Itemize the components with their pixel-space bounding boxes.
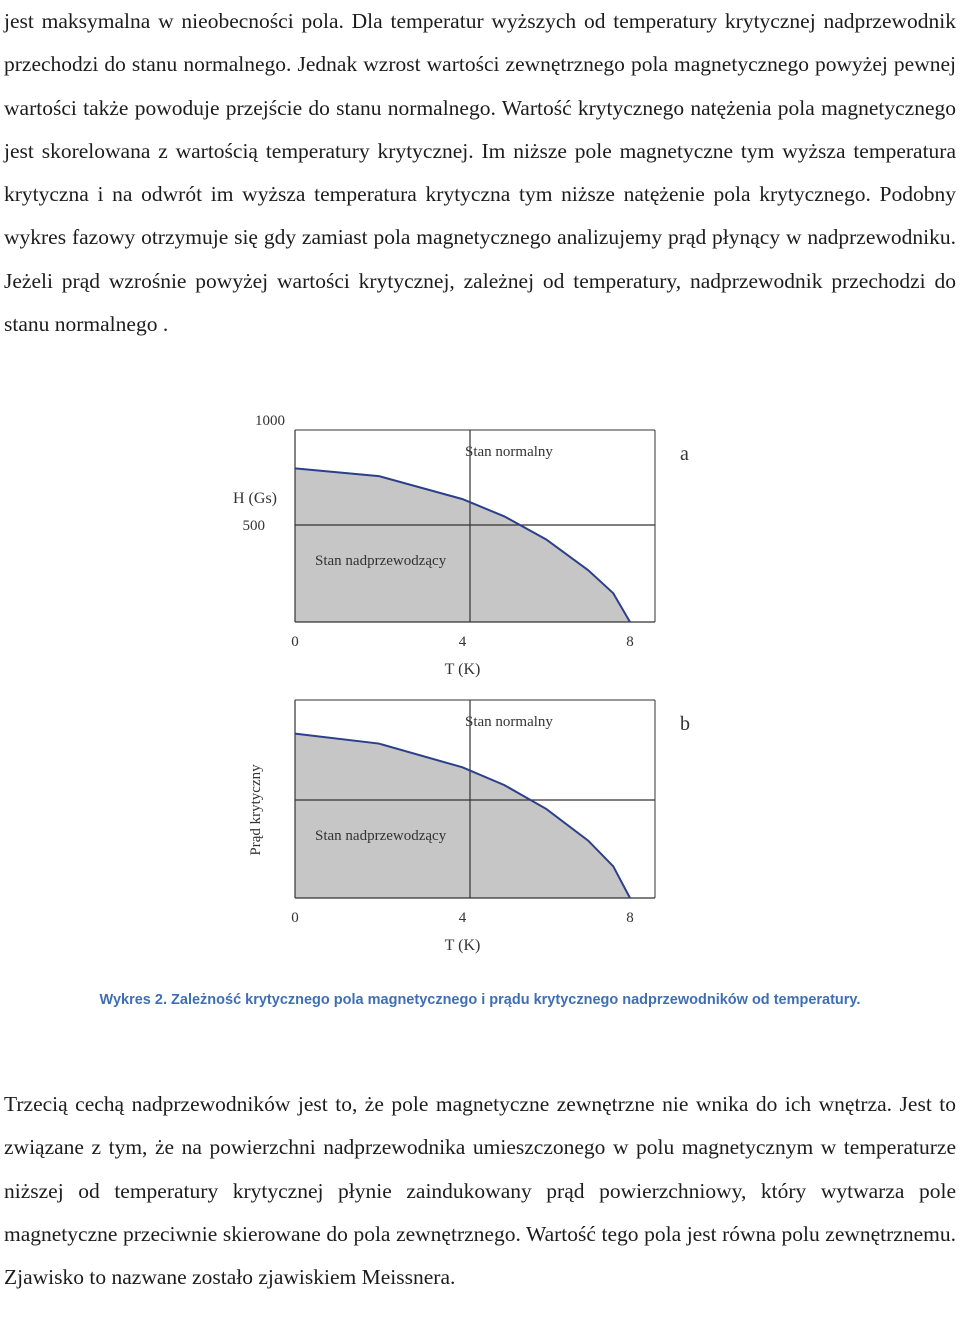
phase-diagram-svg — [205, 400, 725, 960]
x-tick-label: 0 — [291, 910, 299, 926]
y-axis-label: H (Gs) — [233, 490, 277, 507]
body-paragraph-bottom: Trzecią cechą nadprzewodników jest to, że pole magnetyczne zewnętrzne nie wnika do ich wnętrza. Jest to związane z tym, że na powierzchni nadprzewodnika umieszczonego w polu magnetycznym w temperaturze niższej od temperatury krytycznej płynie zaindukowany prąd powierzchniowy, który wytwarza pole magnetyczne przeciwnie skierowane do pola zewnętrznego. Wartość tego pola jest równa polu zewnętrznemu. Zjawisko to nazwane zostało zjawiskiem Meissnera. — [4, 1092, 956, 1290]
x-tick-label: 4 — [458, 634, 467, 650]
body-paragraph-top: jest maksymalna w nieobecności pola. Dla temperatur wyższych od temperatury krytycznej nadprzewodnik przechodzi do stanu normalnego. Jednak wzrost wartości zewnętrznego pola magnetycznego powyżej pewnej wartości także powoduje przejście do stanu normalnego. Wartość krytycznego natężenia pola magnetycznego jest skorelowana z wartością temperatury krytycznej. Im niższe pole magnetyczne tym wyższa temperatura krytyczna i na odwrót im wyższa temperatura krytyczna tym niższe natężenie pola krytycznego. Podobny wykres fazowy otrzymuje się gdy zamiast pola magnetycznego analizujemy prąd płynący w nadprzewodniku. Jeżeli prąd wzrośnie powyżej wartości krytycznej, zależnej od temperatury, nadprzewodnik przechodzi do stanu normalnego . — [4, 9, 956, 337]
chart-panel-b — [248, 700, 690, 954]
region-label-normal: Stan normalny — [465, 444, 553, 460]
superconducting-region — [295, 468, 630, 622]
x-axis-label: T (K) — [444, 661, 481, 678]
x-tick-label: 0 — [291, 634, 299, 650]
y-tick-label: 500 — [242, 518, 265, 534]
region-label-superconducting: Stan nadprzewodzący — [315, 828, 447, 844]
x-tick-label: 8 — [626, 910, 634, 926]
panel-label: b — [680, 713, 690, 735]
figure-caption: Wykres 2. Zależność krytycznego pola magnetycznego i prądu krytycznego nadprzewodników od temperatury. — [99, 992, 861, 1008]
chart-panel-a — [233, 413, 689, 678]
region-label-superconducting: Stan nadprzewodzący — [315, 553, 447, 569]
region-label-normal: Stan normalny — [465, 714, 553, 730]
panel-label: a — [680, 443, 689, 465]
x-tick-label: 8 — [626, 634, 634, 650]
superconducting-region — [295, 734, 630, 898]
x-tick-label: 4 — [458, 910, 467, 926]
x-axis-label: T (K) — [444, 937, 481, 954]
y-tick-label: 1000 — [255, 413, 285, 429]
y-axis-label: Prąd krytyczny — [248, 764, 264, 856]
phase-diagram-figure — [205, 400, 725, 960]
